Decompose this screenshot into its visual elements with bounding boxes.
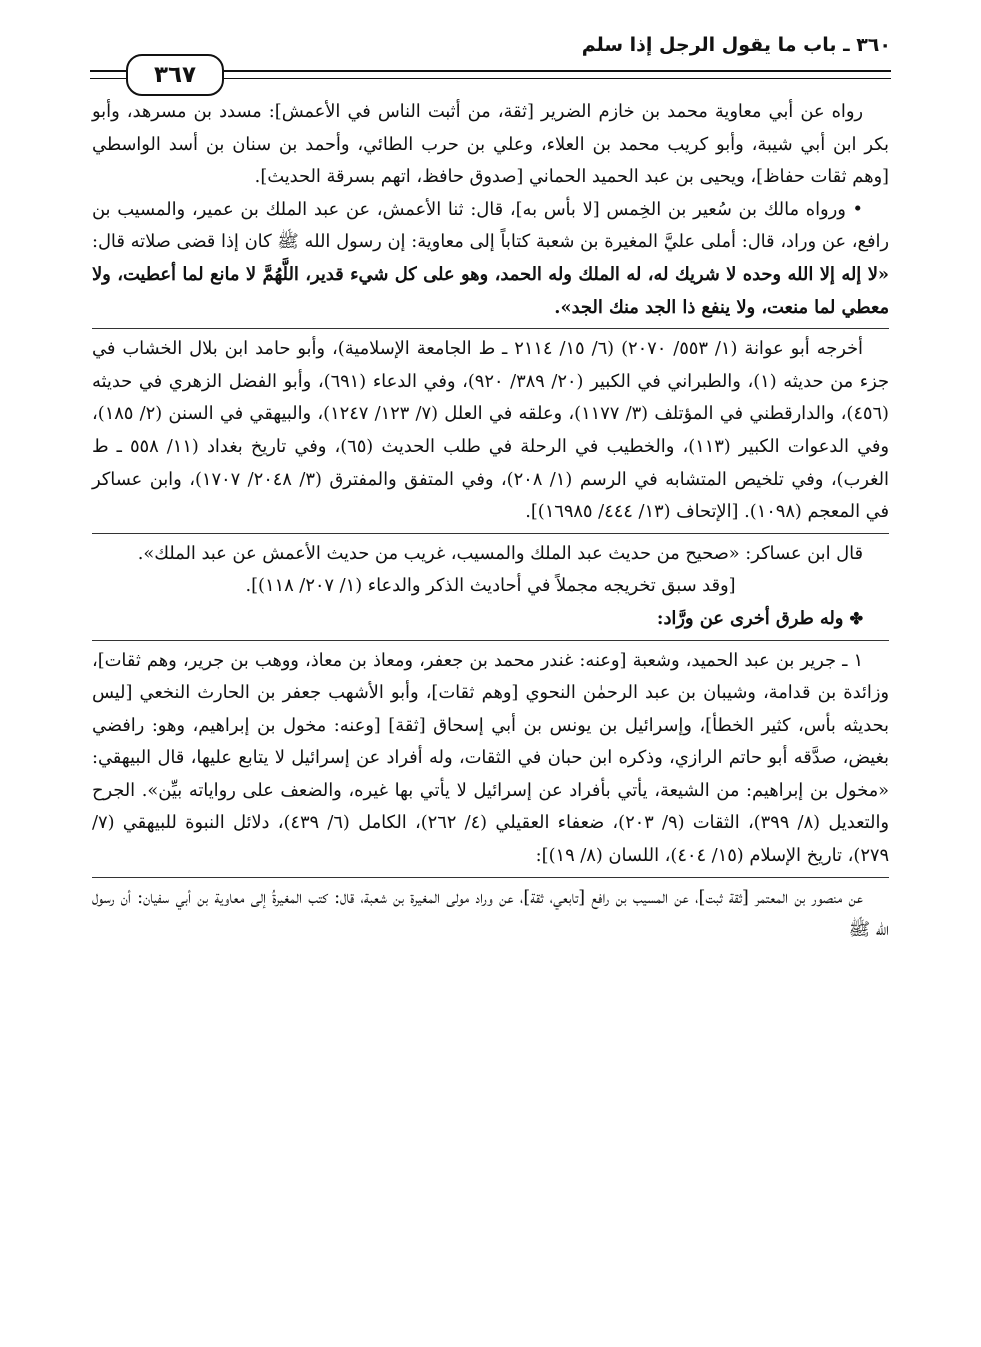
subheading-text: وله طرق أخرى عن ورَّاد: bbox=[656, 607, 844, 629]
paragraph bbox=[92, 194, 889, 324]
running-title: ٣٦٠ ـ باب ما يقول الرجل إذا سلم bbox=[581, 34, 891, 56]
paragraph: عن منصور بن المعتمر [ثقة ثبت]، عن المسيب بن رافع [تابعي، ثقة]، عن وراد مولى المغيرة بن شعبة، قال: كتب المغيرةُ إلى معاوية بن أبي سفيان: أن رسول الله ﷺ bbox=[92, 877, 889, 947]
section-subheading bbox=[92, 603, 889, 636]
narration-text: • ورواه مالك بن سُعير بن الخِمس [لا بأس به]، قال: ثنا الأعمش، عن عبد الملك بن عمير، والمسيب بن رافع، عن وراد، قال: أملى عليَّ المغيرة بن شعبة كتاباً إلى معاوية: إن رسول الله ﷺ كان إذا قضى صلاته قال: bbox=[92, 198, 889, 253]
flower-mark-icon: ✤ bbox=[849, 608, 863, 628]
page-body bbox=[92, 96, 889, 947]
takhrij-paragraph: أخرجه أبو عوانة (١/ ٥٥٣/ ٢٠٧٠) (٦/ ١٥/ ٢١١٤ ـ ط الجامعة الإسلامية)، وأبو حامد ابن بلال الخشاب في جزء من حديثه (١)، والطبراني في الكبير (٢٠/ ٣٨٩/ ٩٢٠)، وفي الدعاء (٦٩١)، وأبو الفضل الزهري في حديثه (٤٥٦)، والدارقطني في المؤتلف (٣/ ١١٧٧)، وعلقه في العلل (٧/ ١٢٣/ ١٢٤٧)، والبيهقي في السنن (٢/ ١٨٥)، وفي الدعوات الكبير (١١٣)، والخطيب في الرحلة في طلب الحديث (٦٥)، وفي تاريخ بغداد (١١/ ٥٥٨ ـ ط الغرب)، وفي تلخيص المتشابه في الرسم (١/ ٢٠٨)، وفي المتفق والمفترق (٣/ ٢٠٤٨/ ١٧٠٧)، وابن عساكر في المعجم (١٠٩٨). [الإتحاف (١٣/ ٤٤٤/ ١٦٩٨٥)]. bbox=[92, 328, 889, 529]
paragraph: [وقد سبق تخريجه مجملاً في أحاديث الذكر والدعاء (١/ ٢٠٧/ ١١٨)]. bbox=[245, 575, 736, 597]
paragraph: ١ ـ جرير بن عبد الحميد، وشعبة [وعنه: غندر محمد بن جعفر، ومعاذ بن معاذ، ووهب بن جرير، وهم ثقات]، وزائدة بن قدامة، وشيبان بن عبد الرحمٰن النحوي [وهم ثقات]، وأبو الأشهب جعفر بن الحارث النخعي [ليس بحديثه بأس، كثير الخطأ]، وإسرائيل بن يونس بن أبي إسحاق [ثقة] [وعنه: مخول بن إبراهيم، وهو: رافضي بغيض، صدَّقه أبو حاتم الرازي، وذكره ابن حبان في الثقات، وله أفراد عن إسرائيل لا يتابع عليها، قال البيهقي: «مخول بن إبراهيم: من الشيعة، يأتي بأفراد عن إسرائيل لا يأتي بها غيره، والضعف على رواياته بيِّن». الجرح والتعديل (٨/ ٣٩٩)، الثقات (٩/ ٢٠٣)، ضعفاء العقيلي (٤/ ٢٦٢)، الكامل (٦/ ٤٣٩)، دلائل النبوة للبيهقي (٧/ ٢٧٩)، تاريخ الإسلام (١٥/ ٤٠٤)، اللسان (٨/ ١٩)]: bbox=[92, 640, 889, 873]
page-header bbox=[90, 30, 891, 88]
paragraph: قال ابن عساكر: «صحيح من حديث عبد الملك والمسيب، غريب من حديث الأعمش عن عبد الملك». bbox=[92, 533, 889, 571]
paragraph: رواه عن أبي معاوية محمد بن خازم الضرير [ثقة، من أثبت الناس في الأعمش]: مسدد بن مسرهد، وأبو بكر ابن أبي شيبة، وأبو كريب محمد بن العلاء، وعلي بن حرب الطائي، وأحمد بن سنان بن أسد الواسطي [وهم ثقات حفاظ]، ويحيى بن عبد الحميد الحماني [صدوق حافظ، اتهم بسرقة الحديث]. bbox=[92, 101, 889, 188]
hadith-text: «لا إله إلا الله وحده لا شريك له، له الملك وله الحمد، وهو على كل شيء قدير، اللَّهُمَّ لا مانع لما أعطيت، ولا معطي لما منعت، ولا ينفع ذا الجد منك الجد». bbox=[92, 263, 889, 318]
page-number-badge: ٣٦٧ bbox=[126, 54, 224, 96]
